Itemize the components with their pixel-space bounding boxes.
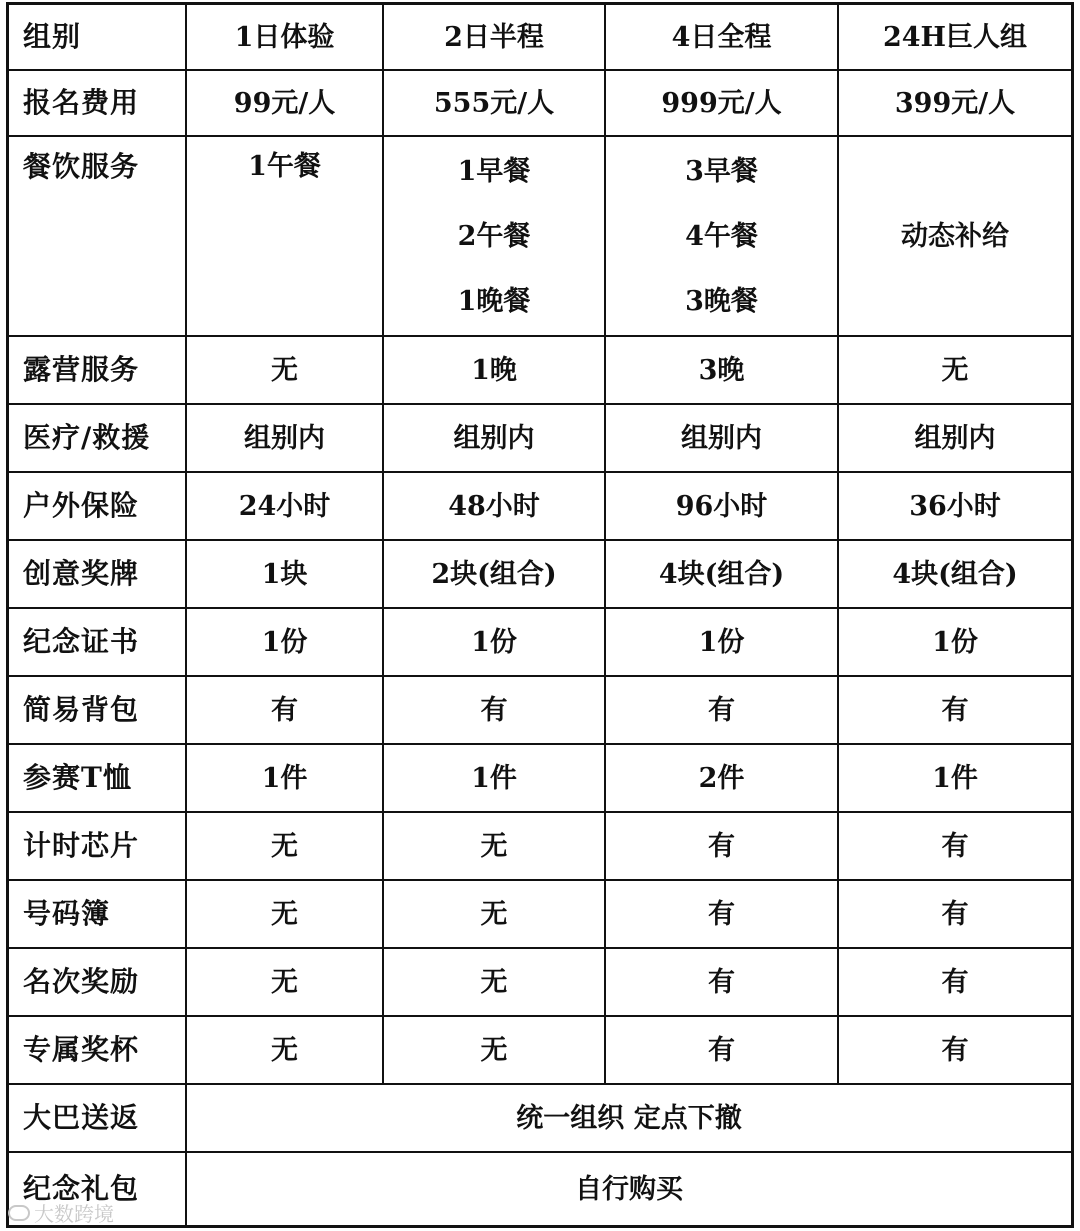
header-label: 组别 [9,5,187,71]
backpack-cell: 有 [384,677,606,745]
certificate-cell: 1份 [839,609,1071,677]
bib-cell: 有 [839,881,1071,949]
meals-cell-g3 [606,137,839,337]
row-label-ranking: 名次奖励 [9,949,187,1017]
row-label-camping: 露营服务 [9,337,187,405]
watermark-logo-icon [8,1205,30,1221]
row-label-medal: 创意奖牌 [9,541,187,609]
fee-cell: 555元/人 [384,71,606,137]
certificate-cell: 1份 [606,609,839,677]
chip-cell: 无 [187,813,384,881]
medical-cell: 组别内 [606,405,839,473]
group-header-4: 24H巨人组 [839,5,1071,71]
insurance-cell: 48小时 [384,473,606,541]
fee-cell: 99元/人 [187,71,384,137]
backpack-cell: 有 [839,677,1071,745]
row-label-trophy: 专属奖杯 [9,1017,187,1085]
camping-cell: 1晚 [384,337,606,405]
fee-cell: 999元/人 [606,71,839,137]
camping-cell: 无 [839,337,1071,405]
insurance-cell: 96小时 [606,473,839,541]
trophy-cell: 无 [384,1017,606,1085]
meals-cell-g1 [187,137,384,337]
watermark-text: 大数跨境 [34,1202,114,1226]
meal-item: 3晚餐 [685,285,758,317]
medal-cell: 4块(组合) [839,541,1071,609]
insurance-cell: 36小时 [839,473,1071,541]
tshirt-cell: 1件 [384,745,606,813]
group-header-1: 1日体验 [187,5,384,71]
ranking-cell: 有 [839,949,1071,1017]
backpack-cell: 有 [606,677,839,745]
row-label-certificate: 纪念证书 [9,609,187,677]
medical-cell: 组别内 [839,405,1071,473]
medal-cell: 2块(组合) [384,541,606,609]
bib-cell: 有 [606,881,839,949]
meal-item: 3早餐 [685,155,758,187]
meal-item: 2午餐 [457,220,531,252]
row-label-tshirt: 参赛T恤 [9,745,187,813]
chip-cell: 无 [384,813,606,881]
ranking-cell: 无 [187,949,384,1017]
ranking-cell: 无 [384,949,606,1017]
tshirt-cell: 2件 [606,745,839,813]
meal-item: 4午餐 [685,220,758,252]
meal-item: 1早餐 [457,155,531,187]
camping-cell: 无 [187,337,384,405]
gift-cell: 自行购买 [575,1173,683,1205]
certificate-cell: 1份 [384,609,606,677]
medical-cell: 组别内 [384,405,606,473]
medal-cell: 4块(组合) [606,541,839,609]
row-label-chip: 计时芯片 [9,813,187,881]
ranking-cell: 有 [606,949,839,1017]
insurance-cell: 24小时 [187,473,384,541]
trophy-cell: 无 [187,1017,384,1085]
meal-item: 1晚餐 [457,285,531,317]
row-label-fee: 报名费用 [9,71,187,137]
fee-cell: 399元/人 [839,71,1071,137]
bib-cell: 无 [187,881,384,949]
backpack-cell: 有 [187,677,384,745]
certificate-cell: 1份 [187,609,384,677]
row-label-gift: 纪念礼包 [9,1153,187,1225]
trophy-cell: 有 [606,1017,839,1085]
row-label-insurance: 户外保险 [9,473,187,541]
medical-cell: 组别内 [187,405,384,473]
chip-cell: 有 [839,813,1071,881]
meals-cell-g2 [384,137,606,337]
trophy-cell: 有 [839,1017,1071,1085]
medal-cell: 1块 [187,541,384,609]
tshirt-cell: 1件 [187,745,384,813]
row-label-medical: 医疗/救援 [9,405,187,473]
watermark [8,1198,114,1227]
meal-item: 动态补给 [901,220,1009,252]
chip-cell: 有 [606,813,839,881]
row-label-backpack: 简易背包 [9,677,187,745]
group-header-2: 2日半程 [384,5,606,71]
row-label-meals: 餐饮服务 [9,137,187,337]
row-label-bib: 号码簿 [9,881,187,949]
comparison-table [6,2,1074,1228]
group-header-3: 4日全程 [606,5,839,71]
row-label-bus: 大巴送返 [9,1085,187,1153]
meals-cell-g4 [839,137,1071,337]
bus-cell: 统一组织 定点下撤 [187,1085,1071,1153]
bib-cell: 无 [384,881,606,949]
tshirt-cell: 1件 [839,745,1071,813]
camping-cell: 3晚 [606,337,839,405]
meal-item: 1午餐 [248,151,321,182]
